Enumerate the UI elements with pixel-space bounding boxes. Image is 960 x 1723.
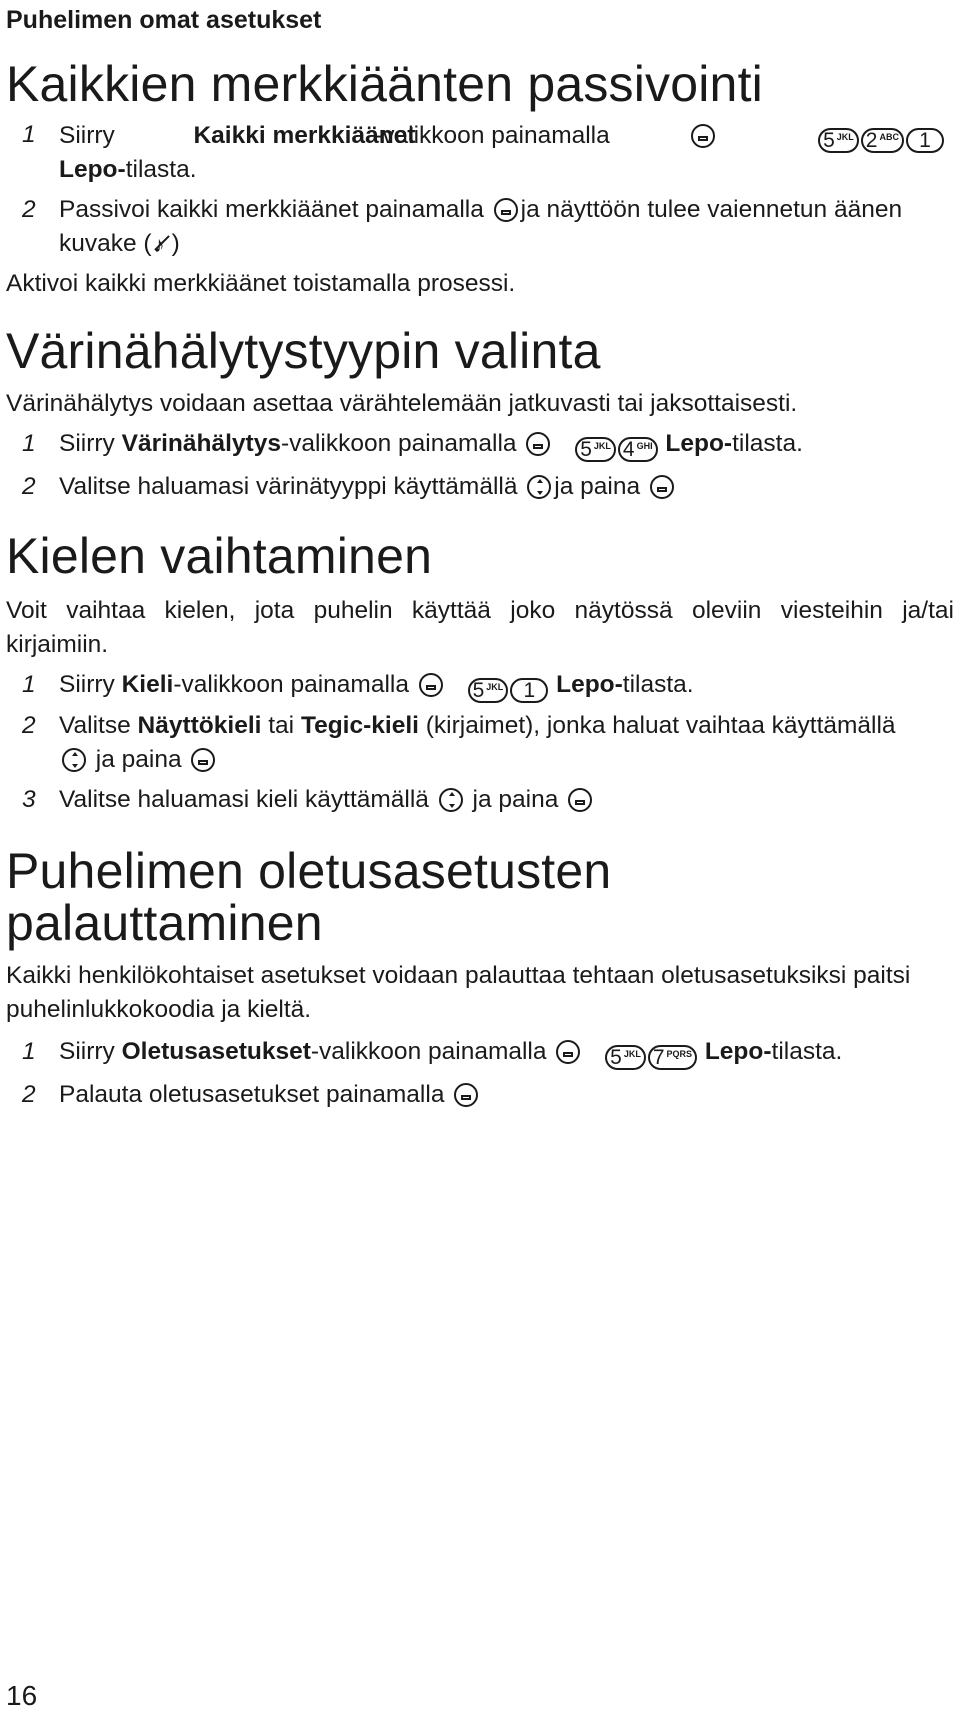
step-text: Palauta oletusasetukset painamalla <box>59 1078 954 1112</box>
step-1 <box>6 118 954 187</box>
step-number: 1 <box>22 121 36 148</box>
step-text: Passivoi kaikki merkkiäänet painamalla ja näyttöön tulee vaiennetun äänen kuvake (♪ ) <box>59 193 954 261</box>
step-2 <box>6 1078 954 1112</box>
step-text: Siirry Kieli-valikkoon painamalla 5 $_{JKL}$ 1 Lepo-tilasta. <box>59 671 694 702</box>
note-text: Aktivoi kaikki merkkiäänet toistamalla prosessi. <box>6 270 516 297</box>
section-title-reset: Puhelimen oletusasetusten <box>6 843 612 899</box>
step-text: Valitse Näyttökieli tai Tegic-kieli (kirjaimet), jonka haluat vaihtaa käyttämällä ja paina <box>59 712 896 773</box>
running-head: Puhelimen omat asetukset <box>6 6 322 34</box>
step-2 <box>6 193 954 261</box>
section-intro: Värinähälytys voidaan asettaa värähtelemään jatkuvasti tai jaksottaisesti. <box>6 390 798 417</box>
key-4-icon: 4 $_{GHI}$ <box>618 437 658 462</box>
step-3 <box>6 783 954 817</box>
key-2-icon: 2 $_{ABC}$ <box>861 128 904 153</box>
key-7-icon: 7 $_{PQRS}$ <box>648 1045 697 1070</box>
key-5-icon: 5 $_{JKL}$ <box>605 1045 646 1070</box>
step-text: Siirry Oletusasetukset-valikkoon painamalla 5 $_{JKL}$ 7 $_{PQRS}$ Lepo-tilasta. <box>59 1038 843 1069</box>
menu-softkey-icon <box>650 475 674 499</box>
step-number: 2 <box>22 196 36 223</box>
step-number: 1 <box>22 1038 36 1065</box>
section-intro-line: Voit vaihtaa kielen, jota puhelin käyttää joko näytössä oleviin viesteihin ja/tai <box>6 597 954 624</box>
step-number: 2 <box>22 1081 36 1108</box>
step-number: 1 <box>22 671 36 698</box>
navigation-key-icon <box>62 748 86 772</box>
step-text: Siirry Värinähälytys-valikkoon painamalla 5 $_{JKL}$ 4 $_{GHI}$ Lepo-tilasta. <box>59 430 803 461</box>
key-1-icon: 1 <box>906 128 944 153</box>
step-1 <box>6 668 954 703</box>
manual-page <box>6 0 954 1112</box>
menu-softkey-icon <box>419 673 443 697</box>
menu-softkey-icon <box>526 432 550 456</box>
section-title-mute-all: Kaikkien merkkiäänten passivointi <box>6 56 763 112</box>
key-5-icon: 5 $_{JKL}$ <box>818 128 859 153</box>
section-intro-line: puhelinlukkokoodia ja kieltä. <box>6 996 312 1023</box>
step-number: 1 <box>22 430 36 457</box>
key-5-icon: 5 $_{JKL}$ <box>468 678 509 703</box>
navigation-key-icon <box>439 788 463 812</box>
key-1-icon: 1 <box>510 678 548 703</box>
step-number: 2 <box>22 712 36 739</box>
section-title-language: Kielen vaihtaminen <box>6 528 433 584</box>
key-5-icon: 5 $_{JKL}$ <box>575 437 616 462</box>
page-number: 16 <box>6 1680 38 1711</box>
step-text: Valitse haluamasi värinätyyppi käyttämällä ja paina <box>59 470 954 504</box>
section-title-vibration: Värinähälytystyypin valinta <box>6 323 601 379</box>
menu-softkey-icon <box>494 198 518 222</box>
section-intro-line: kirjaimiin. <box>6 631 109 658</box>
step-1 <box>6 1035 954 1070</box>
menu-softkey-icon <box>191 748 215 772</box>
step-1 <box>6 427 954 462</box>
step-2 <box>6 709 954 777</box>
menu-softkey-icon <box>454 1083 478 1107</box>
menu-softkey-icon <box>691 124 715 148</box>
section-intro-line: Kaikki henkilökohtaiset asetukset voidaan palauttaa tehtaan oletusasetuksiksi paitsi <box>6 962 911 989</box>
navigation-key-icon <box>527 475 551 499</box>
step-text: Valitse haluamasi kieli käyttämällä ja paina <box>59 783 954 817</box>
step-2 <box>6 470 954 504</box>
step-number: 2 <box>22 473 36 500</box>
menu-softkey-icon <box>568 788 592 812</box>
mute-icon <box>152 231 172 255</box>
section-title-reset-line2: palauttaminen <box>6 895 323 951</box>
menu-softkey-icon <box>556 1040 580 1064</box>
step-text: Siirry Kaikki merkkiäänet -valikkoon painamalla 5 $_{JKL}$ 2 $_{ABC}$ 1 Lepo-tilasta. <box>59 118 954 187</box>
step-number: 3 <box>22 786 36 813</box>
